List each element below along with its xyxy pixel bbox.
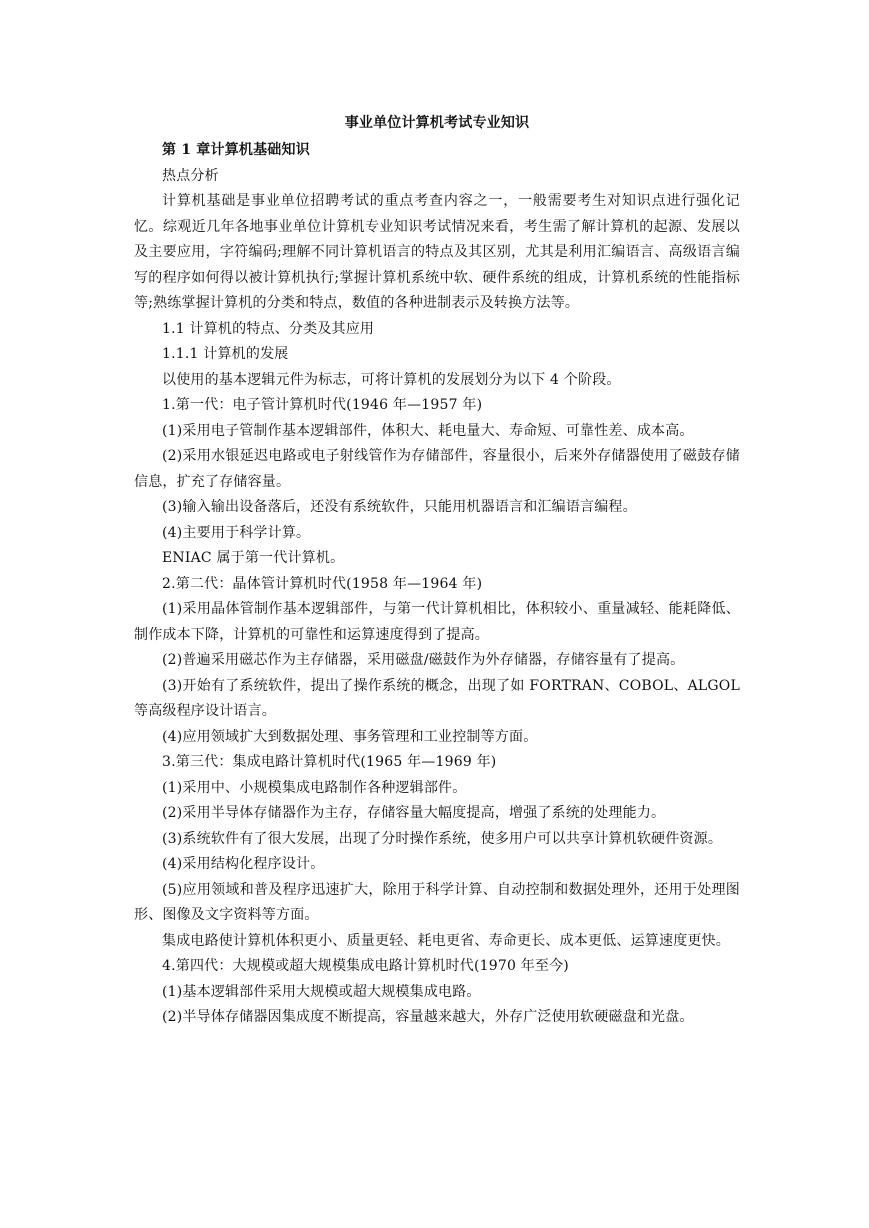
intro-paragraph: 计算机基础是事业单位招聘考试的重点考查内容之一，一般需要考生对知识点进行强化记忆。综观近几年各地事业单位计算机专业知识考试情况来看，考生需了解计算机的起源、发展以及主要应用，字符编码;理解不同计算机语言的特点及其区别，尤其是利用汇编语言、高级语言编写的程序如何得以被计算机执行;掌握计算机系统中软、硬件系统的组成，计算机系统的性能指标等;熟练掌握计算机的分类和特点，数值的各种进制表示及转换方法等。	[134, 193, 740, 311]
generation-heading-1: 1.第一代：电子管计算机时代(1946 年—1957 年)	[162, 397, 483, 413]
list-item: (4)采用结构化程序设计。	[162, 856, 325, 872]
chapter-heading: 第 1 章计算机基础知识	[162, 142, 310, 158]
list-item: (3)输入输出设备落后，还没有系统软件，只能用机器语言和汇编语言编程。	[162, 499, 637, 515]
list-item: (1)采用中、小规模集成电路制作各种逻辑部件。	[162, 779, 467, 796]
section-heading-1-1: 1.1 计算机的特点、分类及其应用	[162, 320, 375, 337]
list-item: (3)系统软件有了很大发展，出现了分时操作系统，使多用户可以共享计算机软硬件资源。	[162, 830, 723, 847]
list-item: (2)采用半导体存储器作为主存，存储容量大幅度提高，增强了系统的处理能力。	[162, 805, 666, 821]
list-item: (1)采用晶体管制作基本逻辑部件，与第一代计算机相比，体积较小、重量减轻、能耗降低、制作成本下降，计算机的可靠性和运算速度得到了提高。	[134, 601, 740, 643]
list-item: (5)应用领域和普及程序迅速扩大，除用于科学计算、自动控制和数据处理外，还用于处理图形、图像及文字资料等方面。	[134, 881, 740, 923]
list-item: (1)采用电子管制作基本逻辑部件，体积大、耗电量大、寿命短、可靠性差、成本高。	[162, 422, 694, 439]
paragraph: 集成电路使计算机体积更小、质量更轻、耗电更省、寿命更长、成本更低、运算速度更快。	[162, 932, 730, 949]
document-title: 事业单位计算机考试专业知识	[344, 115, 530, 131]
generation-heading-3: 3.第三代：集成电路计算机时代(1965 年—1969 年)	[162, 754, 497, 770]
list-item: (1)基本逻辑部件采用大规模或超大规模集成电路。	[162, 983, 481, 1000]
list-item: (4)主要用于科学计算。	[162, 524, 311, 541]
list-item: (4)应用领域扩大到数据处理、事务管理和工业控制等方面。	[162, 728, 538, 745]
paragraph: 以使用的基本逻辑元件为标志，可将计算机的发展划分为以下 4 个阶段。	[162, 371, 621, 388]
generation-heading-4: 4.第四代：大规模或超大规模集成电路计算机时代(1970 年至今)	[162, 958, 569, 974]
list-item: (2)采用水银延迟电路或电子射线管作为存储部件，容量很小，后来外存储器使用了磁鼓存储信息，扩充了存储容量。	[134, 448, 740, 490]
section-label-hotspot: 热点分析	[162, 167, 219, 184]
list-item: (2)普遍采用磁芯作为主存储器，采用磁盘/磁鼓作为外存储器，存储容量有了提高。	[162, 652, 685, 668]
section-heading-1-1-1: 1.1.1 计算机的发展	[162, 346, 289, 362]
paragraph: ENIAC 属于第一代计算机。	[162, 550, 345, 566]
list-item: (2)半导体存储器因集成度不断提高，容量越来越大，外存广泛使用软硬磁盘和光盘。	[162, 1009, 694, 1025]
generation-heading-2: 2.第二代：晶体管计算机时代(1958 年—1964 年)	[162, 575, 483, 592]
document-body	[134, 108, 740, 1031]
list-item: (3)开始有了系统软件，提出了操作系统的概念，出现了如 FORTRAN、COBOL、ALGOL 等高级程序设计语言。	[134, 677, 740, 719]
